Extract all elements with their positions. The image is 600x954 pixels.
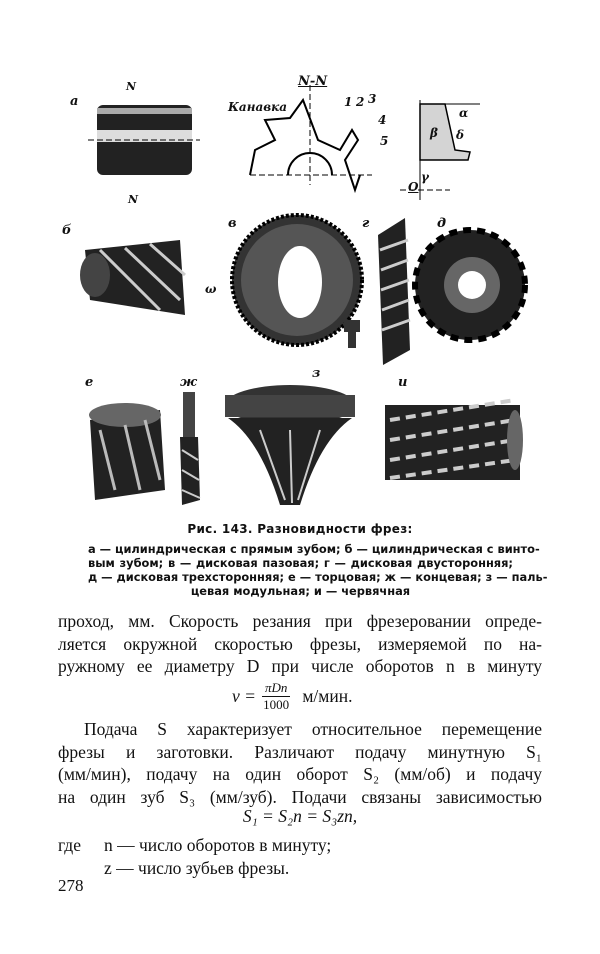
number-5: 5 bbox=[380, 134, 389, 148]
angle-beta: β bbox=[430, 126, 438, 140]
label-b: б bbox=[62, 223, 72, 238]
formula-speed bbox=[232, 680, 352, 713]
groove-label: Канавка bbox=[228, 100, 287, 114]
angle-omega: ω bbox=[205, 282, 217, 296]
where-label: где bbox=[58, 835, 81, 855]
angle-delta: δ bbox=[456, 128, 465, 142]
caption-line: д — дисковая трехсторонняя; е — торцовая; ж — концевая; з — паль- bbox=[88, 570, 548, 584]
text-line: на один зуб S₃ (мм/зуб). Подачи связаны зависимостью bbox=[58, 786, 542, 807]
section-label: N-N bbox=[298, 74, 328, 89]
fraction-numerator: πDn bbox=[262, 680, 290, 697]
face-cutter bbox=[89, 403, 165, 500]
page-number: 278 bbox=[58, 876, 84, 895]
definition-n: n — число оборотов в минуту; bbox=[104, 835, 332, 855]
formula-unit: м/мин. bbox=[302, 686, 353, 706]
fraction-denominator: 1000 bbox=[263, 697, 290, 712]
cylindrical-helical-cutter bbox=[80, 240, 185, 315]
number-4: 4 bbox=[378, 113, 387, 127]
label-d: д bbox=[437, 216, 447, 231]
formula-feed-text: S₁ = S₂n = S₃zn, bbox=[242, 806, 358, 826]
formula-feed bbox=[0, 806, 600, 827]
hob-cutter bbox=[385, 400, 523, 480]
paragraph-feed bbox=[58, 718, 542, 808]
text-line: фрезы и заготовки. Различают подачу минутную S₁ bbox=[58, 741, 542, 762]
definitions bbox=[58, 834, 331, 880]
cylindrical-straight-cutter bbox=[88, 105, 200, 175]
number-2: 2 bbox=[356, 95, 365, 109]
text-line: Подача S характеризует относительное перемещение bbox=[84, 719, 542, 739]
caption-line: а — цилиндрическая с прямым зубом; б — цилиндрическая с винто- bbox=[88, 542, 540, 556]
text-line: ружному ее диаметру D при числе оборотов n в минуту bbox=[58, 656, 542, 676]
number-1: 1 bbox=[344, 95, 353, 109]
label-v: в bbox=[228, 216, 237, 231]
finger-module-cutter bbox=[225, 385, 355, 505]
label-zh: ж bbox=[180, 375, 197, 390]
angle-alpha: α bbox=[459, 106, 469, 120]
angle-gamma: γ bbox=[421, 170, 429, 184]
arrow-label-bottom: N bbox=[128, 193, 139, 206]
label-g: г bbox=[362, 216, 370, 231]
figure-caption-title: Рис. 143. Разновидности фрез: bbox=[187, 522, 413, 536]
number-3: 3 bbox=[368, 92, 377, 106]
figure-caption bbox=[88, 542, 548, 598]
disc-three-sided-cutter bbox=[415, 230, 525, 340]
caption-line: вым зубом; в — дисковая пазовая; г — дисковая двусторонняя; bbox=[88, 556, 513, 570]
axis-label: O bbox=[408, 180, 419, 194]
caption-line: цевая модульная; и — червячная bbox=[190, 584, 411, 598]
text-line: (мм/мин), подачу на один оборот S₂ (мм/об) и подачу bbox=[58, 764, 542, 784]
disc-slot-cutter bbox=[232, 215, 362, 345]
text-line: проход, мм. Скорость резания при фрезеровании опреде- bbox=[58, 611, 542, 631]
label-e: е bbox=[85, 375, 94, 390]
text-line: ляется окружной скоростью фрезы, измеряемой по на- bbox=[58, 633, 542, 654]
paragraph-cutting-speed bbox=[58, 610, 542, 678]
definition-z: z — число зубьев фрезы. bbox=[104, 858, 290, 878]
label-i: и bbox=[398, 375, 408, 390]
arrow-label-top: N bbox=[126, 80, 137, 93]
label-z: з bbox=[312, 366, 321, 381]
formula-fraction bbox=[262, 680, 290, 713]
formula-lhs: v = bbox=[232, 686, 256, 706]
label-a: а bbox=[70, 94, 79, 109]
end-mill bbox=[180, 392, 200, 505]
